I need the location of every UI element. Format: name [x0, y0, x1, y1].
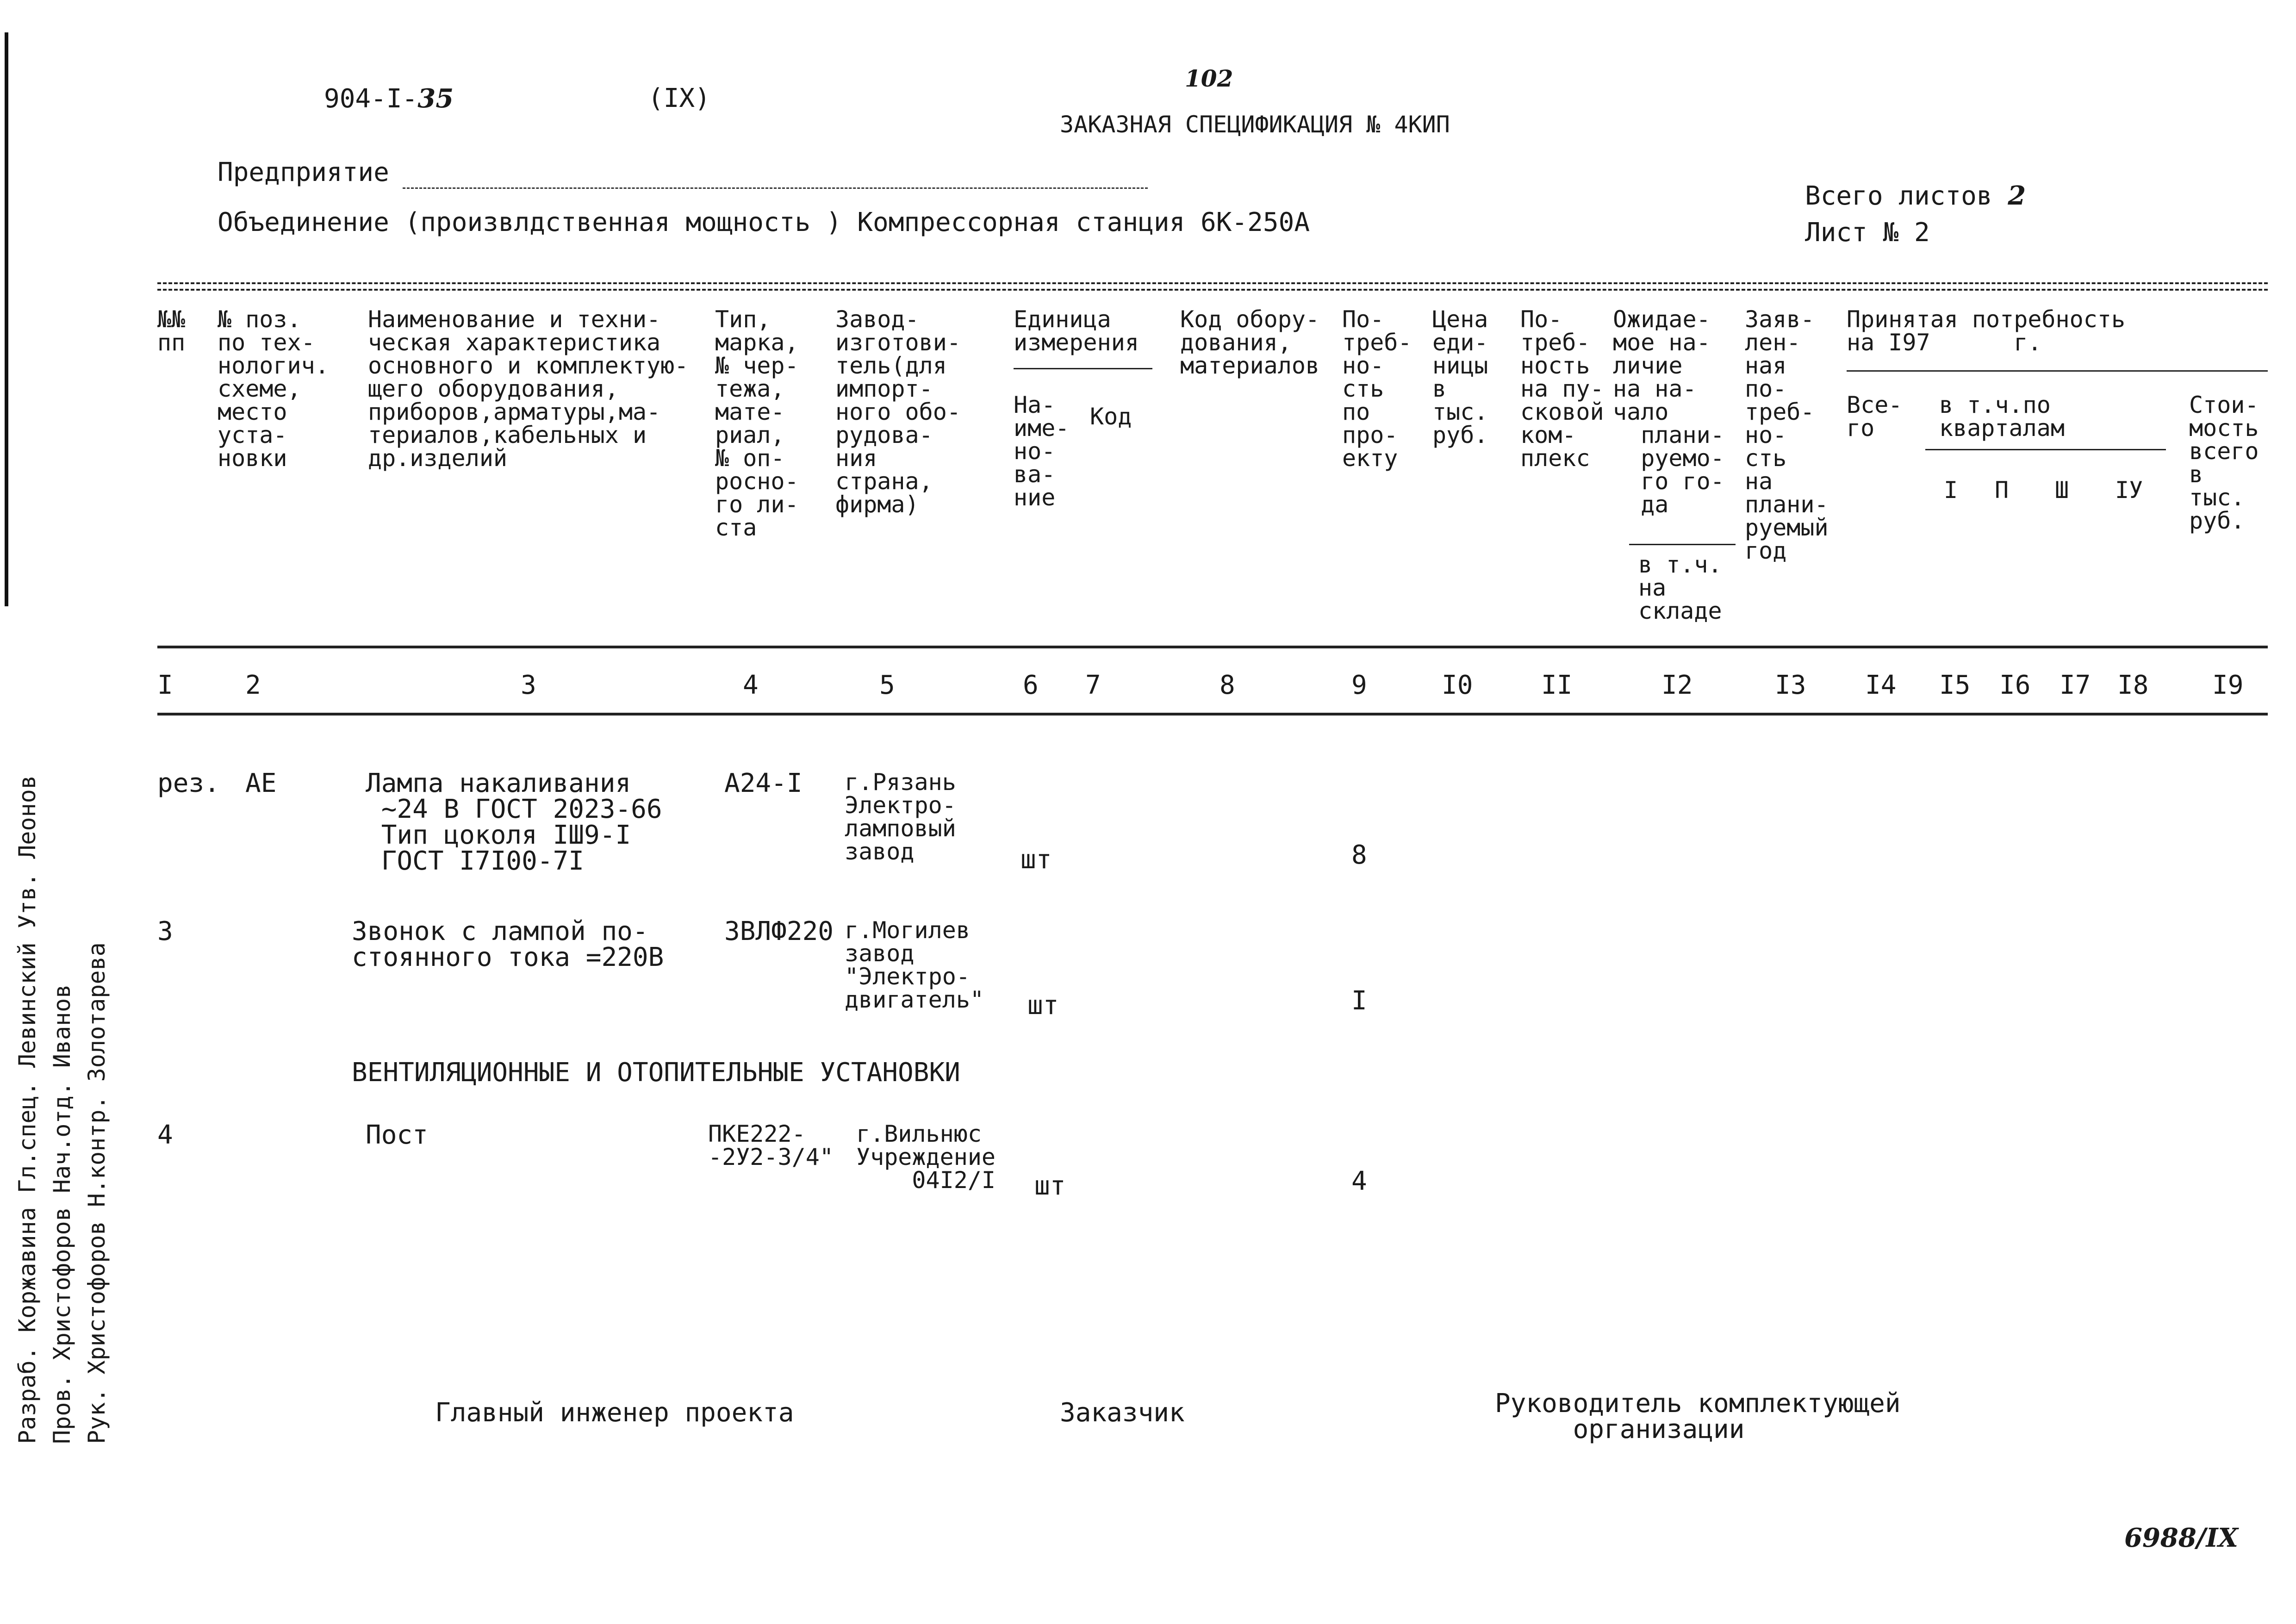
- col-header-unit-group: Единица измерения: [1014, 306, 1139, 356]
- row-3-maker: г.Вильнюс Учреждение 04I2/I: [856, 1120, 996, 1194]
- page-number-handwritten: 102: [1185, 65, 1233, 92]
- sheet-number: Лист № 2: [1805, 218, 1930, 248]
- col-header-3: Наименование и техни- ческая характеристика основного и комплектую- щего оборудования, приборов,арматуры,ма- териалов,кабельных и др.изделий: [368, 306, 689, 472]
- col-header-13: Заяв- лен- ная по- треб- но- сть на плани- руемый год: [1745, 306, 1829, 564]
- col-header-q3: Ш: [2055, 477, 2069, 504]
- quarters-group-line: [1925, 449, 2166, 450]
- accepted-group-line: [1847, 370, 2268, 372]
- col-header-9: По- треб- но- сть по про- екту: [1342, 306, 1412, 472]
- col-header-11: По- треб- ность на пу- сковой ком- плекс: [1520, 306, 1604, 472]
- row-1-type: А24-I: [724, 768, 803, 798]
- row-2-maker: г.Могилев завод "Электро- двигатель": [845, 917, 984, 1013]
- supplier-head-label: Руководитель комплектующей организации: [1495, 1388, 1901, 1444]
- col-header-12b: в т.ч. на складе: [1638, 551, 1722, 624]
- col-header-14: Все- го: [1847, 392, 1903, 442]
- col-header-19: Стои- мость всего в тыс. руб.: [2189, 392, 2259, 534]
- col-number: I0: [1442, 670, 1473, 700]
- col-number: 4: [743, 670, 759, 700]
- col-number: I3: [1775, 670, 1806, 700]
- row-1-num: рез.: [157, 768, 220, 798]
- document-title: ЗАКАЗНАЯ СПЕЦИФИКАЦИЯ № 4КИП: [1060, 111, 1450, 138]
- col-header-7: Код: [1090, 403, 1132, 430]
- col-header-q2: П: [1995, 477, 2009, 504]
- chief-engineer-label: Главный инженер проекта: [435, 1398, 794, 1428]
- row-3-name: Пост: [366, 1120, 428, 1150]
- margin-line: [5, 32, 8, 606]
- col12-split-line: [1629, 544, 1736, 545]
- col-header-8: Код обору- дования, материалов: [1180, 306, 1320, 379]
- row-1-unit: шт: [1020, 845, 1052, 875]
- customer-label: Заказчик: [1060, 1398, 1185, 1428]
- col-number: I5: [1939, 670, 1971, 700]
- total-sheets: Всего листов 2: [1805, 180, 2026, 211]
- row-1-name: Лампа накаливания ~24 В ГОСТ 2023-66 Тип цоколя IШ9-I ГОСТ I7I00-7I: [366, 768, 662, 876]
- archive-number-handwritten: 6988/IX: [2124, 1523, 2238, 1553]
- col-number: 7: [1085, 670, 1101, 700]
- col-number: 5: [879, 670, 895, 700]
- association-line: Объединение (произвлдственная мощность ) Компрессорная станция 6К-250А: [218, 207, 1310, 237]
- col-number: I6: [1999, 670, 2031, 700]
- col-number: 6: [1023, 670, 1039, 700]
- col-header-quarters-group: в т.ч.по кварталам: [1939, 392, 2065, 442]
- col-header-2: № поз. по тех- нологич. схеме, место уста- новки: [218, 306, 329, 472]
- row-3-num: 4: [157, 1120, 173, 1150]
- col-number: 3: [521, 670, 536, 700]
- enterprise-underline: [403, 187, 1148, 189]
- side-stamp-line-1: Разраб. Коржавина Гл.спец. Левинский Утв. Леонов: [14, 775, 41, 1444]
- col-header-accepted-group: Принятая потребность на I97 г.: [1847, 306, 2126, 356]
- col-header-q1: I: [1944, 477, 1958, 504]
- row-1-pos: АЕ: [245, 768, 277, 798]
- col-number: 8: [1220, 670, 1235, 700]
- row-1-qty: 8: [1351, 840, 1367, 870]
- col-header-q4: IУ: [2115, 477, 2143, 504]
- col-number: I8: [2117, 670, 2149, 700]
- row-3-qty: 4: [1351, 1166, 1367, 1196]
- col-number: 2: [245, 670, 261, 700]
- col-header-1: №№ пп: [157, 306, 186, 356]
- col-number: I: [157, 670, 173, 700]
- enterprise-label: Предприятие: [218, 157, 389, 187]
- col-header-4: Тип, марка, № чер- тежа, мате- риал, № оп- росно- го ли- ста: [715, 306, 799, 541]
- col-header-10: Цена еди- ницы в тыс. руб.: [1432, 306, 1488, 448]
- col-header-6: На- име- но- ва- ние: [1014, 392, 1070, 511]
- row-2-type: ЗВЛФ220: [724, 916, 834, 946]
- table-top-border-2: [157, 289, 2268, 291]
- unit-group-line: [1014, 368, 1152, 369]
- row-2-num: 3: [157, 916, 173, 946]
- col-header-5: Завод- изготови- тель(для импорт- ного обо- рудова- ния страна, фирма): [835, 306, 961, 518]
- side-stamp-line-2: Пров. Христофоров Нач.отд. Иванов: [49, 984, 75, 1444]
- row-2-name: Звонок с лампой по- стоянного тока =220В: [352, 916, 664, 972]
- col-header-12: Ожидае- мое на- личие на на- чало плани- руемо- го го- да: [1613, 306, 1724, 518]
- row-3-type: ПКЕ222- -2У2-3/4": [708, 1120, 834, 1170]
- col-number: I2: [1661, 670, 1693, 700]
- volume-number: (IX): [648, 83, 710, 113]
- header-bottom-border: [157, 646, 2268, 648]
- side-stamp-line-3: Рук. Христофоров Н.контр. Золотарева: [83, 942, 110, 1444]
- numbers-bottom-border: [157, 713, 2268, 716]
- col-number: 9: [1351, 670, 1367, 700]
- col-number: I7: [2060, 670, 2091, 700]
- row-1-maker: г.Рязань Электро- ламповый завод: [845, 769, 956, 865]
- doc-code: 904-I-35: [324, 83, 454, 114]
- row-3-unit: шт: [1034, 1171, 1066, 1201]
- section-title: ВЕНТИЛЯЦИОННЫЕ И ОТОПИТЕЛЬНЫЕ УСТАНОВКИ: [352, 1058, 960, 1088]
- col-number: I9: [2212, 670, 2244, 700]
- col-number: I4: [1865, 670, 1897, 700]
- col-number: II: [1541, 670, 1573, 700]
- table-top-border: [157, 282, 2268, 284]
- row-2-unit: шт: [1027, 990, 1059, 1020]
- row-2-qty: I: [1351, 986, 1367, 1016]
